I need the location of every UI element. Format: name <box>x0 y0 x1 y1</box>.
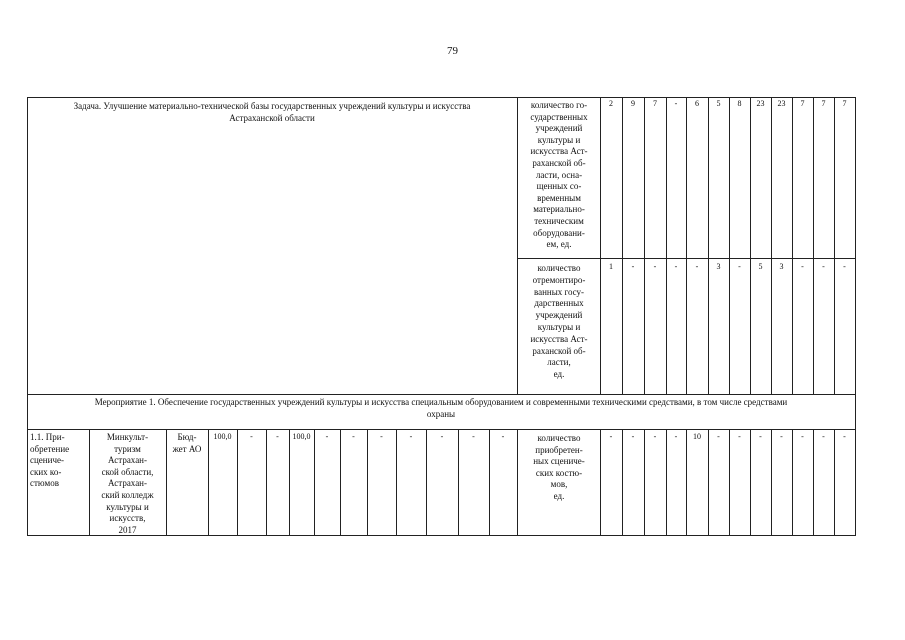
text-line: щенных со- <box>536 181 582 192</box>
value-col-line <box>666 97 667 394</box>
text-line: ской области, <box>101 466 154 477</box>
text-line: туризм <box>114 443 141 454</box>
row-value-4: - <box>674 432 678 441</box>
text-line: сцениче- <box>30 455 64 466</box>
row-value-2: - <box>631 432 635 441</box>
value-col-line <box>708 429 709 536</box>
text-line: количество <box>537 263 581 273</box>
text-line: Бюд- <box>177 432 197 442</box>
text-line: ласти, <box>547 357 571 368</box>
text-line: 2017 <box>118 524 137 535</box>
indicator-1-value-4: - <box>674 99 678 108</box>
value-col-line <box>792 97 793 394</box>
row-value-1: - <box>609 432 613 441</box>
text-line: раханской об- <box>532 345 586 356</box>
finance-col-line <box>289 429 290 536</box>
text-line: ных сцениче- <box>533 456 585 467</box>
measure-title-line2: охраны <box>426 409 456 419</box>
text-line: Минкульт- <box>106 432 149 442</box>
text-line: ских костю- <box>535 467 583 478</box>
finance-value-11: - <box>501 432 505 441</box>
indicator-2-value-2: - <box>631 262 635 271</box>
finance-value-7: - <box>380 432 383 441</box>
text-line: Астрахан- <box>108 478 147 489</box>
indicator-2-value-9: 3 <box>779 262 784 271</box>
text-line: культуры и <box>537 322 581 332</box>
text-line: ем, ед. <box>546 239 572 250</box>
finance-value-8: - <box>409 432 413 441</box>
rule-left <box>27 97 28 536</box>
text-line: учреждений <box>535 123 583 134</box>
value-col-line <box>622 97 623 394</box>
rule-top <box>27 97 855 98</box>
finance-col-line <box>426 429 427 536</box>
finance-value-4: 100,0 <box>292 432 311 441</box>
indicator-2-value-3: - <box>653 262 657 271</box>
finance-col-line <box>367 429 368 536</box>
row-value-12: - <box>843 432 846 441</box>
finance-value-6: - <box>352 432 355 441</box>
indicator-1-value-9: 23 <box>777 99 786 108</box>
rule-measure-top <box>27 394 855 395</box>
text-line: стюмов <box>30 478 59 489</box>
indicator-1-value-7: 8 <box>737 99 742 108</box>
finance-col-line <box>340 429 341 536</box>
finance-value-5: - <box>325 432 329 441</box>
value-col-line <box>834 429 835 536</box>
indicator-1-value-6: 5 <box>716 99 721 108</box>
text-line: временным <box>537 192 581 203</box>
rule-measure-bottom <box>27 429 855 430</box>
text-line: ед. <box>553 369 565 380</box>
indicator-2-value-12: - <box>843 262 846 271</box>
text-line: материально- <box>533 204 585 215</box>
finance-col-line <box>266 429 267 536</box>
value-col-line <box>666 429 667 536</box>
value-col-line <box>771 97 772 394</box>
text-line: раханской об- <box>532 158 586 168</box>
value-col-line <box>792 429 793 536</box>
value-col-line <box>686 97 687 394</box>
indicator-1-value-2: 9 <box>631 99 635 108</box>
text-line: искусства Аст- <box>530 333 588 344</box>
indicator-2-value-11: - <box>822 262 825 271</box>
page-number: 79 <box>447 45 458 57</box>
task-title-line1: Задача. Улучшение материально-технической базы государственных учреждений культуры и искусства <box>73 101 471 111</box>
text-line: ласти, осна- <box>535 169 583 180</box>
finance-value-3: - <box>276 432 279 441</box>
value-col-line <box>729 97 730 394</box>
row-value-3: - <box>653 432 657 441</box>
finance-value-2: - <box>250 432 253 441</box>
value-col-line <box>834 97 835 394</box>
rule-right <box>855 97 856 536</box>
text-line: сударственных <box>530 111 588 122</box>
indicator-2-value-8: 5 <box>758 262 763 271</box>
value-col-line <box>644 97 645 394</box>
row-value-10: - <box>801 432 804 441</box>
indicator-1-value-10: 7 <box>800 99 805 108</box>
finance-col-line <box>396 429 397 536</box>
text-line: искусства Аст- <box>530 146 588 157</box>
indicator-2-value-6: 3 <box>716 262 721 271</box>
text-line: ванных госу- <box>533 286 585 297</box>
value-col-line <box>686 429 687 536</box>
indicator-1-value-8: 23 <box>756 99 765 108</box>
value-col-line <box>622 429 623 536</box>
text-line: культуры и <box>106 501 149 512</box>
indicator-1-value-12: 7 <box>842 99 847 108</box>
text-line: обретение <box>30 443 70 454</box>
text-line: искусств, <box>109 513 146 524</box>
value-col-line <box>750 97 751 394</box>
finance-col-line <box>314 429 315 536</box>
row-value-9: - <box>780 432 783 441</box>
indicator-1-value-11: 7 <box>821 99 826 108</box>
indicator-1-value-5: 6 <box>695 99 699 108</box>
finance-value-10: - <box>472 432 475 441</box>
text-line: ских ко- <box>30 466 62 477</box>
indicator-2-value-4: - <box>674 262 678 271</box>
finance-col-line <box>489 429 490 536</box>
text-line: дарственных <box>534 298 584 309</box>
text-line: техническим <box>534 216 584 226</box>
value-col-line <box>708 97 709 394</box>
row-value-7: - <box>738 432 741 441</box>
row-value-6: - <box>717 432 720 441</box>
text-line: Астрахан- <box>108 455 147 466</box>
finance-value-1: 100,0 <box>213 432 232 441</box>
value-col-line <box>644 429 645 536</box>
text-line: 1.1. При- <box>30 432 65 442</box>
finance-col-line <box>458 429 459 536</box>
indicator-2-value-5: - <box>695 262 699 271</box>
measure-title-line1: Мероприятие 1. Обеспечение государственных учреждений культуры и искусства специальным оборудованием и современными техническими средствами, в том числе средствами <box>94 397 788 407</box>
text-line: ед. <box>553 491 565 501</box>
finance-value-9: - <box>440 432 444 441</box>
text-line: жет АО <box>172 443 202 454</box>
text-line: культуры и <box>537 134 581 145</box>
indicator-1-value-1: 2 <box>609 99 613 108</box>
value-col-line <box>600 429 601 536</box>
text-line: учреждений <box>535 310 583 321</box>
value-col-line <box>729 429 730 536</box>
indicator-2-value-7: - <box>738 262 741 271</box>
value-col-line <box>771 429 772 536</box>
text-line: мов, <box>550 479 568 490</box>
text-line: количество го- <box>530 100 588 110</box>
value-col-line <box>813 97 814 394</box>
row-value-11: - <box>822 432 825 441</box>
rule-indicator-left <box>517 97 518 394</box>
row-value-8: - <box>759 432 762 441</box>
indicator-1-value-3: 7 <box>653 99 657 108</box>
text-line: количество <box>537 433 581 443</box>
rule-row-source <box>208 429 209 536</box>
text-line: приобретен- <box>535 444 583 455</box>
text-line: отремонтиро- <box>532 274 586 285</box>
value-col-line <box>750 429 751 536</box>
value-col-line <box>600 97 601 394</box>
finance-col-line <box>237 429 238 536</box>
value-col-line <box>813 429 814 536</box>
indicator-2-value-10: - <box>801 262 804 271</box>
row-value-5: 10 <box>693 432 701 441</box>
text-line: ский колледж <box>101 490 154 500</box>
text-line: оборудовани- <box>533 227 585 238</box>
indicator-2-value-1: 1 <box>609 262 613 271</box>
task-title-line2: Астраханской области <box>229 113 315 123</box>
rule-indicator-left-2 <box>517 429 518 536</box>
